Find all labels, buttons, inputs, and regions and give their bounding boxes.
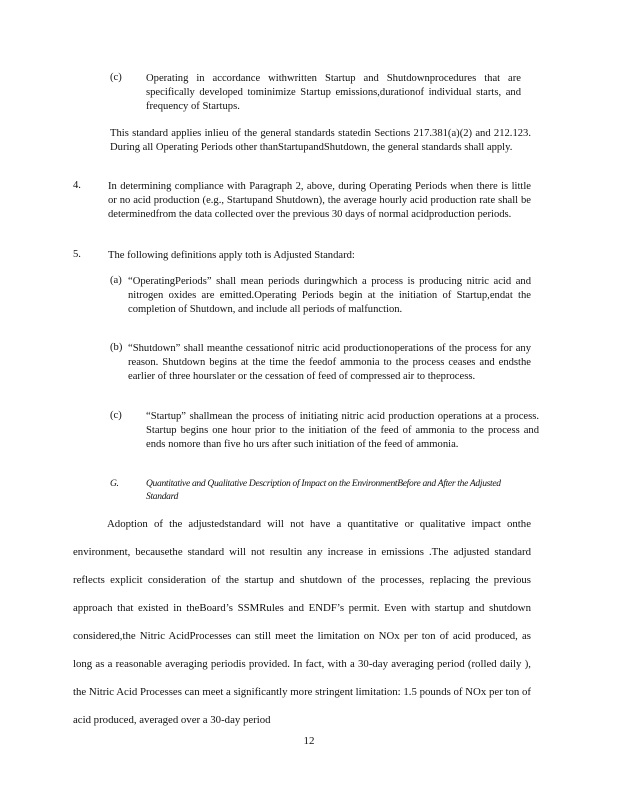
item-c-top-label: (c) xyxy=(110,72,122,83)
section-g-heading: Quantitative and Qualitative Description of Impact on the EnvironmentBefore and After the Adjusted Standard xyxy=(146,479,501,502)
item-5-text: The following definitions apply toth is Adjusted Standard: xyxy=(108,250,355,261)
standard-paragraph: This standard applies inlieu of the general standards statedin Sections 217.381(a)(2) and 212.123. During all Operating Periods other thanStartupandShutdown, the general standards shall apply. xyxy=(110,128,531,153)
definition-a-text: “OperatingPeriods” shall mean periods duringwhich a process is producing nitric acid and nitrogen oxides are emitted.Operating Periods begin at the initiation of Startup,endat the completion of Shutdown, and include all periods of malfunction. xyxy=(128,276,531,315)
section-g-label: G. xyxy=(110,479,119,489)
item-c-top-text: Operating in accordance withwritten Startup and Shutdownprocedures that are specifically developed tominimize Startup emissions,durationof individual starts, and frequency of Startups. xyxy=(146,73,521,112)
item-5-label: 5. xyxy=(73,249,81,260)
definition-a-label: (a) xyxy=(110,275,122,286)
body-paragraph-text: Adoption of the adjustedstandard will not have a quantitative or qualitative impact onthe environment, becausethe standard will not resultin any increase in emissions .The adjusted standard reflects explicit consideration of the startup and shutdown of the processes, replacing the previous approach that existed in theBoard’s SSMRules and ENDF’s permit. Even with startup and shutdown considered,the Nitric AcidProcesses can still meet the limitation on NOx per ton of acid produced, as long as a reasonable averaging periodis provided. In fact, with a 30-day averaging period (rolled daily ), the Nitric Acid Processes can meet a significantly more stringent limitation: 1.5 pounds of NOx per ton of acid produced, averaged over a 30-day period xyxy=(73,518,531,726)
page-number: 12 xyxy=(303,735,315,747)
item-4-text: In determining compliance with Paragraph 2, above, during Operating Periods when there is little or no acid production (e.g., Startupand Shutdown), the average hourly acid production rate shall be determinedfrom the data collected over the previous 30 days of normal acidproduction periods. xyxy=(108,181,531,220)
item-4-label: 4. xyxy=(73,180,81,191)
definition-c-text: “Startup” shallmean the process of initiating nitric acid production operations at a process. Startup begins one hour prior to the initiation of the feed of ammonia to the process and ends nomore than five ho urs after such initiation of the feed of ammonia. xyxy=(146,411,539,450)
body-paragraph xyxy=(73,510,531,734)
definition-b-label: (b) xyxy=(110,342,123,353)
definition-c-label: (c) xyxy=(110,410,122,421)
definition-b-text: “Shutdown” shall meanthe cessationof nitric acid productionoperations of the process for any reason. Shutdown begins at the time the feedof ammonia to the process ceases and endsthe earlier of three hourslater or the cessation of feed of compressed air to theprocess. xyxy=(128,343,531,382)
